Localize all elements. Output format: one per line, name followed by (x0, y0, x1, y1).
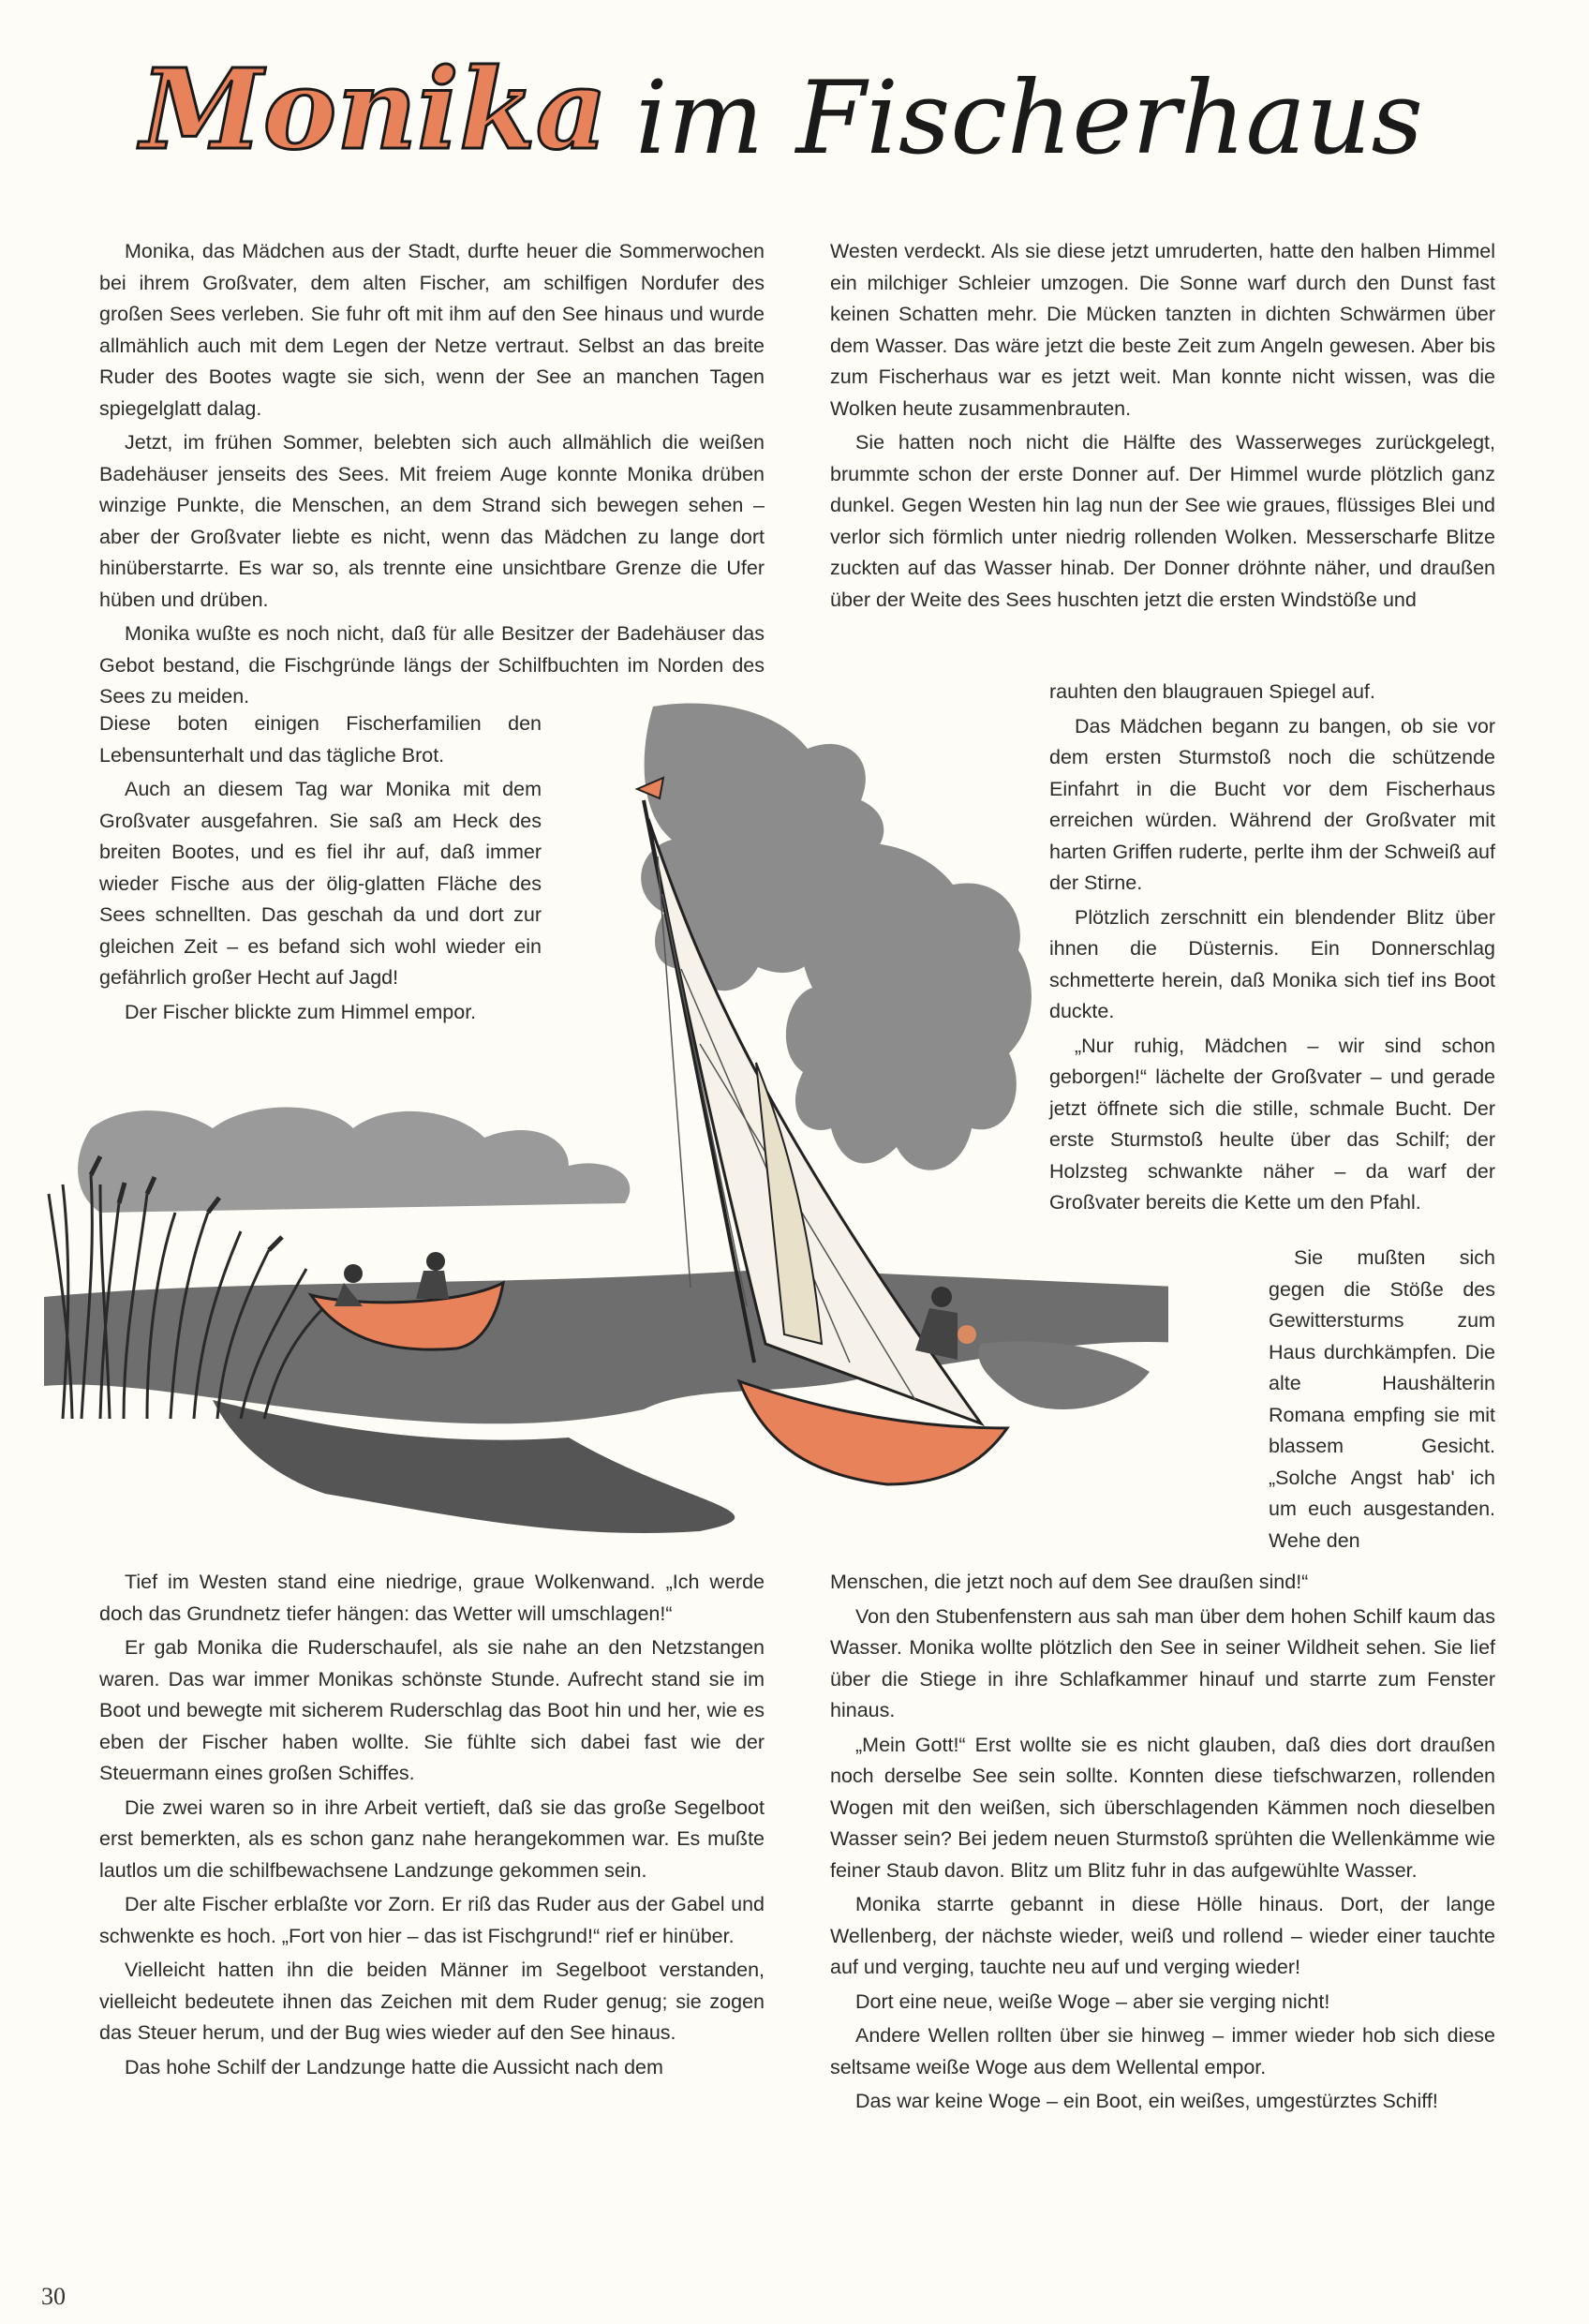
paragraph: Andere Wellen rollten über sie hinweg – immer wieder hob sich diese seltsame weiße Woge aus dem Wellental empor. (830, 2024, 1495, 2078)
paragraph: Vielleicht hatten ihn die beiden Männer im Segelboot verstanden, vielleicht bedeutete ihnen das Zeichen mit dem Ruder genug; sie zogen das Steuer herum, und der Bug wies wieder auf den See hinaus. (99, 1959, 765, 2044)
paragraph: Von den Stubenfenstern aus sah man über dem hohen Schilf kaum das Wasser. Monika wollte plötzlich den See in seiner Wildheit sehen. Sie lief über die Stiege in ihre Schlafkammer hinauf und starrte zum Fenster hinaus. (830, 1604, 1495, 1721)
paragraph: Das war keine Woge – ein Boot, ein weißes, umgestürztes Schiff! (855, 2090, 1438, 2112)
right-column-narrowest (1269, 1243, 1495, 1559)
paragraph: Er gab Monika die Ruderschaufel, als sie nahe an den Netzstangen waren. Das war immer Monikas schönste Stunde. Aufrecht stand sie im Boot und bewegte mit sicherem Ruderschlag das Boot hin und her, wie es eben der Fischer haben wollte. Sie fühlte sich dabei fast wie der Steuermann eines großen Schiffes. (99, 1636, 765, 1784)
paragraph: rauhten den blaugrauen Spiegel auf. (1049, 680, 1375, 703)
paragraph: „Nur ruhig, Mädchen – wir sind schon geborgen!“ lächelte der Großvater – und gerade jetzt öffnete sich die stille, schmale Bucht. Der erste Sturmstoß heulte über das Schilf; der Holzsteg schwankte näher – da warf der Großvater bereits die Kette um den Pfahl. (1049, 1034, 1495, 1214)
right-column-narrow (1049, 677, 1495, 1222)
paragraph: Auch an diesem Tag war Monika mit dem Großvater ausgefahren. Sie saß am Heck des breiten Bootes, und es fiel ihr auf, daß immer wieder Fische aus der ölig-glatten Fläche des Sees schnellten. Das geschah da und dort zur gleichen Zeit – es befand sich wohl wieder ein gefährlich großer Hecht auf Jagd! (99, 778, 542, 989)
story-title (122, 45, 1490, 186)
paragraph: Das Mädchen begann zu bangen, ob sie vor dem ersten Sturmstoß noch die schützende Einfahrt in die Bucht vor dem Fischerhaus erreichen würden. Während der Großvater mit harten Griffen ruderte, perlte ihm der Schweiß auf der Stirne. (1049, 714, 1495, 894)
title-part-fischerhaus: im Fischerhaus (635, 60, 1423, 177)
paragraph: Dort eine neue, weiße Woge – aber sie verging nicht! (855, 1989, 1330, 2013)
right-column-bottom (830, 1567, 1495, 2121)
paragraph: Die zwei waren so in ihre Arbeit vertieft, daß sie das große Segelboot erst bemerkten, als es schon ganz nahe herangekommen war. Es mußte lautlos um die schilfbewachsene Landzunge gekommen sein. (99, 1795, 765, 1882)
title-lettering (122, 45, 1490, 186)
left-column-bottom (99, 1567, 765, 2086)
paragraph: Das hohe Schilf der Landzunge hatte die Aussicht nach dem (125, 2055, 663, 2078)
paragraph: Der Fischer blickte zum Himmel empor. (125, 1000, 477, 1023)
paragraph: Jetzt, im frühen Sommer, belebten sich auch allmählich die weißen Badehäuser jenseits des Sees. Mit freiem Auge konnte Monika drüben winzige Punkte, die Menschen, an dem Strand sich bewegen sehen – aber der Großvater liebte es nicht, wenn das Mädchen zu lange dort hinüberstarrte. Es war so, als trennte eine unsichtbare Grenze die Ufer hüben und drüben. (99, 431, 765, 611)
page-number: 30 (41, 2283, 66, 2310)
paragraph: Tief im Westen stand eine niedrige, graue Wolkenwand. „Ich werde doch das Grundnetz tiefer hängen: das Wetter will umschlagen!“ (99, 1571, 765, 1625)
paragraph: „Mein Gott!“ Erst wollte sie es nicht glauben, daß dies dort draußen noch derselbe See sein sollte. Konnten diese tiefschwarzen, rollenden Wogen mit den weißen, sich überschlagenden Kämmen noch dieselben Wasser sein? Bei jedem neuen Sturmstoß sprühten die Wellenkämme wie feiner Staub davon. Blitz um Blitz fuhr in das aufgewühlte Wasser. (830, 1733, 1495, 1882)
left-column-top (99, 236, 765, 716)
left-column-narrow (99, 708, 542, 1031)
paragraph: Sie mußten sich gegen die Stöße des Gewittersturms zum Haus durchkämpfen. Die alte Haushälterin Romana empfing sie mit blassem Gesicht. „Solche Angst hab' ich um euch ausgestanden. Wehe den (1269, 1246, 1495, 1552)
paragraph: Monika starrte gebannt in diese Hölle hinaus. Dort, der lange Wellenberg, der nächste wieder, weiß und rollend – wieder einer tauchte auf und verging, tauchte neu auf und verging wieder! (830, 1893, 1495, 1978)
paragraph: Sie hatten noch nicht die Hälfte des Wasserweges zurückgelegt, brummte schon der erste Donner auf. Der Himmel wurde plötzlich ganz dunkel. Gegen Westen hin lag nun der See wie graues, flüssiges Blei und verlor sich förmlich unter niedrig rollenden Wolken. Messerscharfe Blitze zuckten auf das Wasser hinab. Der Donner dröhnte näher, und draußen über der Weite des Sees huschten jetzt die ersten Windstöße und (830, 431, 1495, 611)
paragraph: Diese boten einigen Fischerfamilien den Lebensunterhalt und das tägliche Brot. (99, 712, 542, 767)
paragraph: Der alte Fischer erblaßte vor Zorn. Er riß das Ruder aus der Gabel und schwenkte es hoch. „Fort von hier – das ist Fischgrund!“ rief er hinüber. (99, 1893, 765, 1947)
paragraph: Westen verdeckt. Als sie diese jetzt umruderten, hatte den halben Himmel ein milchiger Schleier umzogen. Die Sonne warf durch den Dunst fast keinen Schatten mehr. Die Mücken tanzten in dichten Schwärmen über dem Wasser. Das wäre jetzt die beste Zeit zum Angeln gewesen. Aber bis zum Fischerhaus war es jetzt weit. Man konnte nicht wissen, was die Wolken heute zusammenbrauten. (830, 240, 1495, 420)
paragraph: Plötzlich zerschnitt ein blendender Blitz über ihnen die Düsternis. Ein Donnerschlag schmetterte herein, daß Monika sich tief ins Boot duckte. (1049, 905, 1495, 1022)
paragraph: Monika wußte es noch nicht, daß für alle Besitzer der Badehäuser das Gebot bestand, die Fischgründe längs der Schilfbuchten im Norden des Sees zu meiden. (99, 622, 765, 708)
paragraph: Menschen, die jetzt noch auf dem See draußen sind!“ (830, 1571, 1309, 1593)
title-part-monika: Monika (141, 45, 608, 174)
right-column-top (830, 236, 1495, 618)
paragraph: Monika, das Mädchen aus der Stadt, durfte heuer die Sommerwochen bei ihrem Großvater, dem alten Fischer, am schilfigen Nordufer des großen Sees verleben. Sie fuhr oft mit ihm auf den See hinaus und wurde allmählich auch mit dem Legen der Netze vertraut. Selbst an das breite Ruder des Bootes wagte sie sich, wenn der See an manchen Tagen spiegelglatt dalag. (99, 240, 765, 420)
